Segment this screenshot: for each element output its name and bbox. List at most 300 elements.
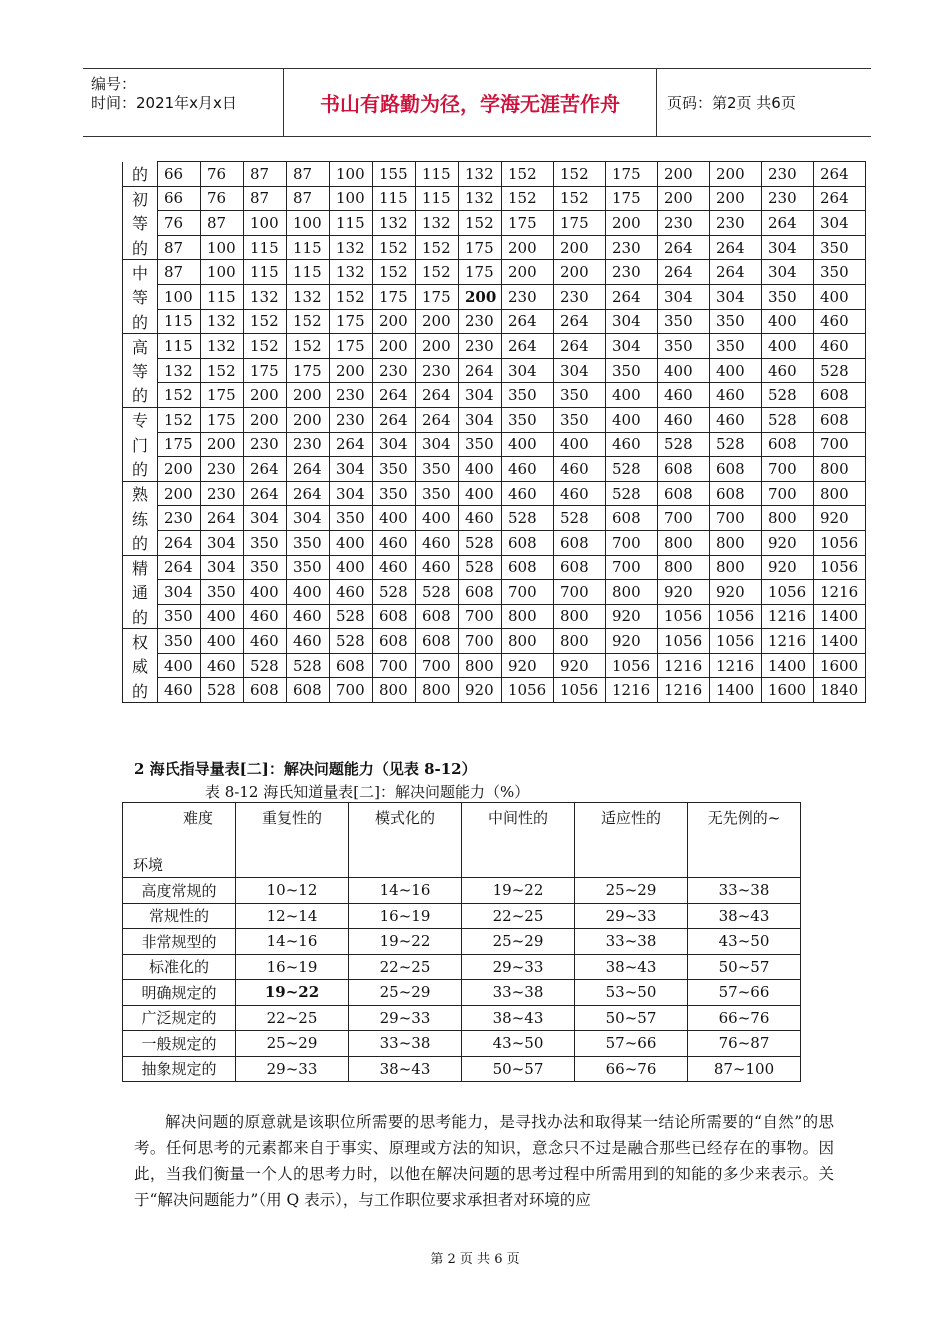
table-cell: 152 [244,334,287,359]
table-cell: 76 [158,211,201,236]
table-cell: 400 [459,481,502,506]
table-cell: 350 [814,235,866,260]
table-cell: 87 [244,186,287,211]
table-cell: 528 [658,432,710,457]
table-cell: 304 [459,383,502,408]
table-cell: 200 [244,383,287,408]
table-cell: 152 [554,162,606,187]
table-cell: 152 [416,260,459,285]
row-level-label: 的 [123,604,158,629]
table-cell: 350 [710,309,762,334]
table-cell: 1216 [658,653,710,678]
table-cell: 608 [658,481,710,506]
table-cell: 304 [287,506,330,531]
table-row [123,580,866,605]
table-cell: 350 [710,334,762,359]
table-cell: 528 [330,629,373,654]
table-cell: 200 [502,260,554,285]
table-cell: 350 [287,555,330,580]
table-cell: 43~50 [688,929,801,955]
table-row [123,383,866,408]
table-cell: 152 [373,235,416,260]
table-row [123,432,866,457]
table-cell: 608 [814,407,866,432]
table-cell: 400 [330,530,373,555]
table-cell: 264 [554,309,606,334]
table-cell: 132 [201,309,244,334]
table-cell: 19~22 [462,878,575,904]
table-row [123,334,866,359]
column-header: 重复性的 [236,803,349,878]
table-cell: 132 [287,284,330,309]
table-cell: 29~33 [462,954,575,980]
table-cell: 115 [287,260,330,285]
table-cell: 304 [201,530,244,555]
table-cell: 230 [330,383,373,408]
table-cell: 304 [459,407,502,432]
table-cell: 66~76 [575,1056,688,1082]
table-cell: 175 [459,260,502,285]
table-cell: 608 [554,530,606,555]
table-cell: 264 [606,284,658,309]
table-cell: 230 [710,211,762,236]
table-cell: 152 [244,309,287,334]
table-cell: 230 [459,334,502,359]
table-cell: 200 [158,481,201,506]
row-level-label: 高 [123,334,158,359]
table-cell: 175 [330,334,373,359]
table-row [123,903,801,929]
table-cell: 800 [416,678,459,703]
table-cell: 528 [606,481,658,506]
table-cell: 800 [554,629,606,654]
table-cell: 200 [606,211,658,236]
table-cell: 76 [201,162,244,187]
table-cell: 350 [287,530,330,555]
table-cell: 700 [459,604,502,629]
table-cell: 800 [814,481,866,506]
table-cell: 115 [330,211,373,236]
table-cell: 304 [710,284,762,309]
table-cell: 528 [710,432,762,457]
table-cell: 264 [814,162,866,187]
table-cell: 304 [814,211,866,236]
section-title: 2 海氏指导量表[二]：解决问题能力（见表 8-12） [134,760,477,778]
table-cell: 152 [201,358,244,383]
table-cell: 100 [158,284,201,309]
table-cell: 460 [459,506,502,531]
table-cell: 304 [330,481,373,506]
table-cell: 76 [201,186,244,211]
table-cell: 1056 [554,678,606,703]
table-cell: 132 [158,358,201,383]
table-cell: 132 [201,334,244,359]
table-cell: 800 [658,555,710,580]
table-cell: 460 [201,653,244,678]
table-cell: 200 [373,334,416,359]
table-cell: 400 [762,334,814,359]
table-cell: 264 [158,530,201,555]
table-cell: 175 [416,284,459,309]
table-row [123,211,866,236]
table-cell: 800 [814,457,866,482]
table-cell: 920 [710,580,762,605]
table-cell: 350 [373,457,416,482]
table-cell: 700 [554,580,606,605]
table-cell: 460 [416,530,459,555]
table-cell: 528 [606,457,658,482]
table-row [123,260,866,285]
table-cell: 608 [416,629,459,654]
table-cell: 175 [330,309,373,334]
table-row [123,358,866,383]
table-cell: 304 [201,555,244,580]
table-cell: 200 [287,383,330,408]
table-cell: 1056 [502,678,554,703]
table-cell: 264 [710,260,762,285]
table-cell: 800 [373,678,416,703]
table-cell: 200 [373,309,416,334]
column-header: 中间性的 [462,803,575,878]
table-cell: 1400 [814,629,866,654]
table-cell: 460 [554,481,606,506]
table-cell: 460 [814,309,866,334]
table-cell: 264 [416,383,459,408]
table-corner-cell [123,803,236,878]
table-cell: 1400 [814,604,866,629]
table-cell: 1056 [762,580,814,605]
table-cell: 152 [287,334,330,359]
table-cell: 304 [606,334,658,359]
table-cell: 33~38 [349,1031,462,1057]
table-cell: 608 [330,653,373,678]
table-cell: 608 [502,530,554,555]
row-level-label: 的 [123,678,158,703]
table-cell: 350 [814,260,866,285]
table-cell: 400 [606,383,658,408]
table-cell: 230 [658,211,710,236]
column-header: 适应性的 [575,803,688,878]
table-cell: 25~29 [575,878,688,904]
table-cell: 800 [554,604,606,629]
table-cell: 920 [762,530,814,555]
table-cell: 304 [373,432,416,457]
table-cell: 700 [814,432,866,457]
table-cell: 800 [762,506,814,531]
table-cell: 608 [416,604,459,629]
table-cell: 115 [287,235,330,260]
table-cell: 19~22 [236,980,349,1006]
table-cell: 1056 [658,604,710,629]
page-header [83,68,871,137]
table-cell: 175 [158,432,201,457]
table-cell: 152 [459,211,502,236]
row-level-label: 的 [123,383,158,408]
table-cell: 29~33 [575,903,688,929]
table-cell: 460 [330,580,373,605]
table-cell: 132 [244,284,287,309]
table-cell: 800 [658,530,710,555]
table-cell: 460 [658,407,710,432]
row-environment-label: 明确规定的 [123,980,236,1006]
table-cell: 800 [710,555,762,580]
table-row [123,954,801,980]
table-cell: 608 [658,457,710,482]
table-cell: 132 [459,186,502,211]
header-motto: 书山有路勤为径，学海无涯苦作舟 [284,69,657,136]
table-cell: 175 [373,284,416,309]
table-cell: 200 [201,432,244,457]
table-cell: 920 [814,506,866,531]
table-cell: 200 [658,186,710,211]
row-level-label: 熟 [123,481,158,506]
table-cell: 350 [416,457,459,482]
table-cell: 175 [287,358,330,383]
table-row [123,1056,801,1082]
table-cell: 700 [606,555,658,580]
row-environment-label: 高度常规的 [123,878,236,904]
table-cell: 115 [416,162,459,187]
row-level-label: 初 [123,186,158,211]
table-cell: 350 [606,358,658,383]
table-cell: 87 [287,162,330,187]
table-cell: 700 [502,580,554,605]
table-cell: 264 [814,186,866,211]
row-level-label: 的 [123,162,158,187]
table-cell: 528 [459,555,502,580]
table-cell: 304 [606,309,658,334]
table-cell: 132 [330,235,373,260]
table-cell: 264 [658,260,710,285]
table-row [123,162,866,187]
table-row [123,481,866,506]
table-cell: 800 [502,604,554,629]
table-cell: 528 [287,653,330,678]
table-cell: 152 [158,383,201,408]
table-cell: 608 [554,555,606,580]
table-cell: 264 [762,211,814,236]
table-cell: 528 [330,604,373,629]
table-row [123,1005,801,1031]
table-cell: 25~29 [236,1031,349,1057]
table-cell: 1216 [762,604,814,629]
table-cell: 22~25 [236,1005,349,1031]
table-cell: 115 [373,186,416,211]
table-cell: 87 [158,235,201,260]
table-cell: 264 [502,334,554,359]
table-cell: 14~16 [349,878,462,904]
table-cell: 350 [158,629,201,654]
table-cell: 460 [158,678,201,703]
row-level-label: 等 [123,211,158,236]
table-cell: 100 [330,186,373,211]
table-cell: 230 [244,432,287,457]
table-cell: 1216 [710,653,762,678]
row-environment-label: 一般规定的 [123,1031,236,1057]
table-cell: 38~43 [349,1056,462,1082]
table-cell: 304 [658,284,710,309]
table-cell: 460 [502,481,554,506]
problem-solving-table [122,802,801,1082]
table-cell: 264 [244,481,287,506]
table-cell: 608 [459,580,502,605]
table-cell: 76~87 [688,1031,801,1057]
table-cell: 33~38 [575,929,688,955]
table-cell: 87 [244,162,287,187]
table-cell: 38~43 [688,903,801,929]
table-cell: 50~57 [575,1005,688,1031]
table-cell: 608 [606,506,658,531]
table-cell: 230 [201,457,244,482]
table-cell: 152 [554,186,606,211]
table-cell: 264 [710,235,762,260]
table-cell: 230 [373,358,416,383]
table-cell: 1216 [658,678,710,703]
table-cell: 1056 [606,653,658,678]
table-cell: 87~100 [688,1056,801,1082]
table-cell: 920 [762,555,814,580]
table-cell: 175 [502,211,554,236]
row-environment-label: 广泛规定的 [123,1005,236,1031]
table-cell: 1600 [814,653,866,678]
table-cell: 304 [554,358,606,383]
table-cell: 200 [554,235,606,260]
table-cell: 175 [554,211,606,236]
table-row [123,457,866,482]
table-cell: 350 [554,407,606,432]
table-row [123,555,866,580]
table-cell: 200 [459,284,502,309]
table-cell: 608 [814,383,866,408]
table-cell: 230 [502,284,554,309]
table-cell: 152 [416,235,459,260]
table-cell: 230 [554,284,606,309]
table-cell: 12~14 [236,903,349,929]
table-cell: 100 [244,211,287,236]
table-cell: 400 [459,457,502,482]
table-cell: 132 [416,211,459,236]
table-cell: 200 [416,309,459,334]
table-cell: 100 [330,162,373,187]
table-row [123,309,866,334]
table-cell: 155 [373,162,416,187]
table-cell: 920 [554,653,606,678]
table-row [123,506,866,531]
table-cell: 200 [330,358,373,383]
table-cell: 460 [287,604,330,629]
table-cell: 400 [502,432,554,457]
table-cell: 350 [502,407,554,432]
table-cell: 400 [416,506,459,531]
table-cell: 175 [606,186,658,211]
table-cell: 29~33 [236,1056,349,1082]
table-cell: 132 [373,211,416,236]
table-cell: 528 [201,678,244,703]
table-cell: 175 [244,358,287,383]
table-cell: 350 [554,383,606,408]
table-cell: 175 [606,162,658,187]
table-cell: 800 [710,530,762,555]
table-cell: 200 [158,457,201,482]
table-cell: 50~57 [688,954,801,980]
table-cell: 460 [373,530,416,555]
table-cell: 608 [373,629,416,654]
table-cell: 230 [606,235,658,260]
table-cell: 87 [158,260,201,285]
table-cell: 400 [762,309,814,334]
table-row [123,407,866,432]
table-cell: 608 [287,678,330,703]
table-caption: 表 8-12 海氏知道量表[二]：解决问题能力（%） [205,783,530,801]
table-cell: 528 [762,407,814,432]
table-cell: 460 [244,604,287,629]
table-cell: 800 [606,580,658,605]
table-cell: 460 [244,629,287,654]
table-cell: 304 [158,580,201,605]
row-level-label: 等 [123,284,158,309]
table-cell: 700 [416,653,459,678]
table-cell: 264 [158,555,201,580]
table-cell: 608 [502,555,554,580]
table-cell: 230 [158,506,201,531]
table-cell: 1216 [762,629,814,654]
table-cell: 400 [658,358,710,383]
table-cell: 175 [201,383,244,408]
table-cell: 400 [710,358,762,383]
table-row [123,980,801,1006]
table-cell: 115 [416,186,459,211]
table-cell: 175 [459,235,502,260]
table-cell: 1600 [762,678,814,703]
table-cell: 25~29 [462,929,575,955]
table-cell: 800 [459,653,502,678]
row-level-label: 的 [123,309,158,334]
table-cell: 400 [373,506,416,531]
table-cell: 264 [287,481,330,506]
table-cell: 230 [201,481,244,506]
table-cell: 920 [658,580,710,605]
table-cell: 800 [502,629,554,654]
table-cell: 152 [502,186,554,211]
table-cell: 1056 [658,629,710,654]
table-cell: 460 [814,334,866,359]
table-cell: 1056 [710,604,762,629]
table-row [123,878,801,904]
table-cell: 700 [330,678,373,703]
table-cell: 528 [814,358,866,383]
table-cell: 1400 [710,678,762,703]
table-cell: 528 [244,653,287,678]
row-level-label: 通 [123,580,158,605]
body-paragraph: 解决问题的原意就是该职位所需要的思考能力，是寻找办法和取得某一结论所需要的“自然”的思考。任何思考的元素都来自于事实、原理或方法的知识，意念只不过是融合那些已经存在的事物。因此，当我们衡量一个人的思考力时，以他在解决问题的思考过程中所需用到的知能的多少来表示。关于“解决问题能力”（用 Q 表示），与工作职位要求承担者对环境的应 [134,1113,834,1209]
table-cell: 230 [606,260,658,285]
table-cell: 115 [158,334,201,359]
table-cell: 100 [201,235,244,260]
table-cell: 10~12 [236,878,349,904]
table-cell: 920 [459,678,502,703]
table-cell: 460 [710,407,762,432]
table-cell: 115 [244,235,287,260]
table-row [123,235,866,260]
row-level-label: 中 [123,260,158,285]
table-cell: 528 [502,506,554,531]
table-cell: 400 [330,555,373,580]
table-cell: 200 [502,235,554,260]
table-row [123,629,866,654]
table-cell: 264 [287,457,330,482]
table-cell: 264 [330,432,373,457]
table-row [123,1031,801,1057]
